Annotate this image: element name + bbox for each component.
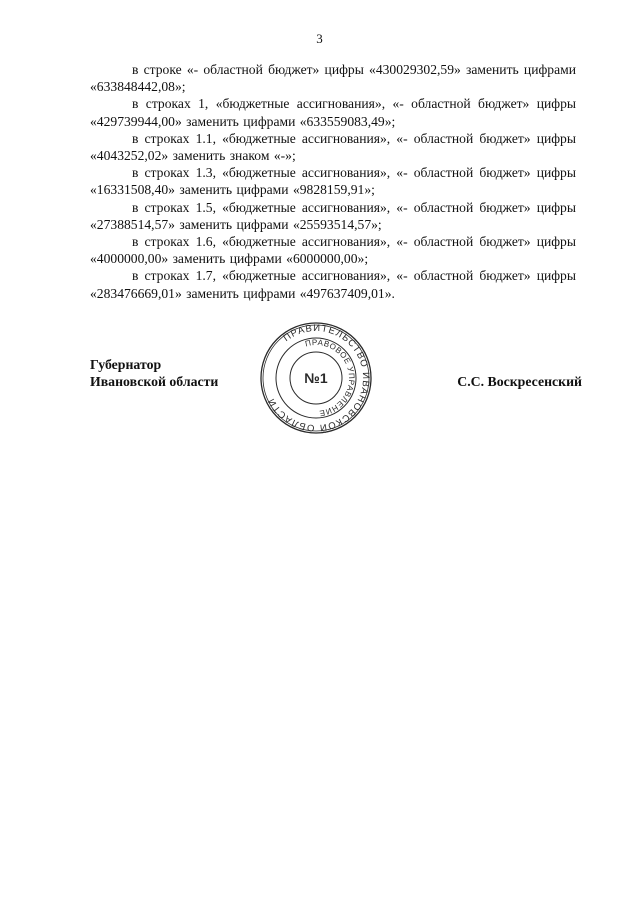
amendment-paragraph: в строках 1.3, «бюджетные ассигнования», «- областной бюджет» цифры «16331508,40» заменить цифрами «9828159,91»;: [90, 165, 576, 198]
page-number: 3: [316, 31, 323, 46]
seal-outer-text: ПРАВИТЕЛЬСТВО ИВАНОВСКОЙ ОБЛАСТИ: [265, 322, 372, 434]
seal-center-number: №1: [304, 370, 328, 386]
amendments-text: [90, 61, 576, 302]
amendment-paragraph: в строках 1.5, «бюджетные ассигнования», «- областной бюджет» цифры «27388514,57» заменить цифрами «25593514,57»;: [90, 199, 576, 232]
amendment-paragraph: в строке «- областной бюджет» цифры «430029302,59» заменить цифрами «633848442,08»;: [90, 62, 576, 95]
amendment-paragraph: в строках 1.1, «бюджетные ассигнования», «- областной бюджет» цифры «4043252,02» заменить знаком «-»;: [90, 130, 576, 164]
signatory-title-line: Губернатор: [90, 357, 162, 372]
signatory-title: [90, 356, 218, 390]
signatory-name: С.С. Воскресенский: [457, 374, 582, 389]
seal-inner-text: ПРАВОВОЕ УПРАВЛЕНИЕ: [304, 337, 357, 418]
amendment-paragraph: в строках 1, «бюджетные ассигнования», «- областной бюджет» цифры «429739944,00» заменить цифрами «633559083,49»;: [90, 96, 576, 129]
signatory-title-line: Ивановской области: [90, 374, 219, 389]
amendment-paragraph: в строках 1.6, «бюджетные ассигнования», «- областной бюджет» цифры «4000000,00» заменить цифрами «6000000,00»;: [90, 234, 576, 267]
signature-block: [0, 321, 639, 434]
official-seal: [259, 321, 373, 435]
amendment-paragraph: в строках 1.7, «бюджетные ассигнования», «- областной бюджет» цифры «283476669,01» заменить цифрами «497637409,01».: [90, 268, 576, 301]
